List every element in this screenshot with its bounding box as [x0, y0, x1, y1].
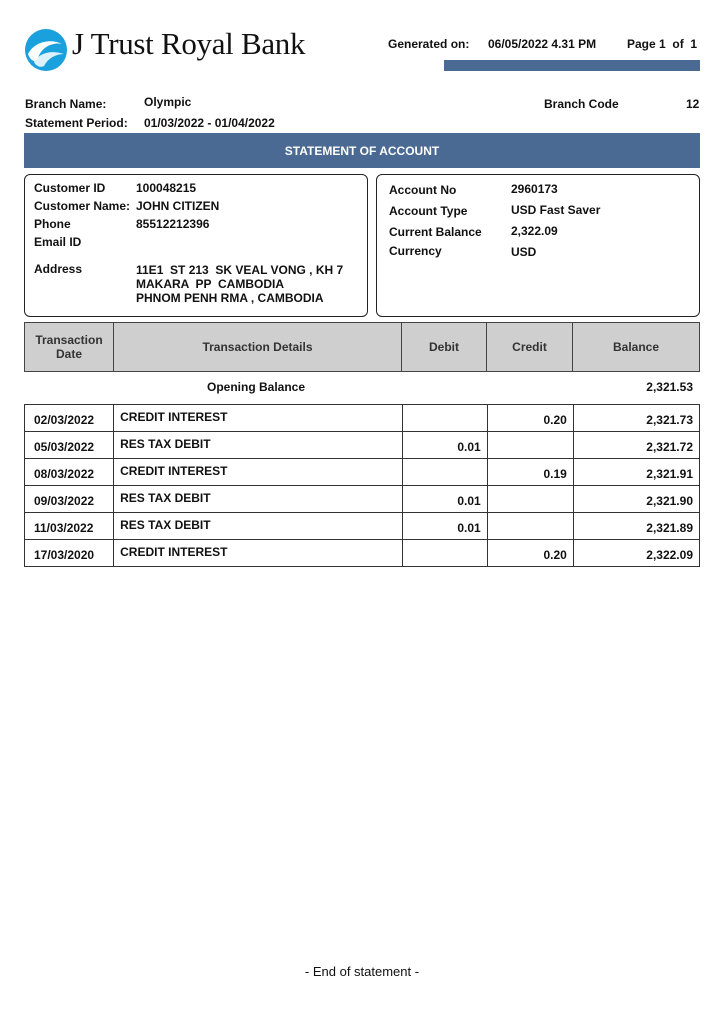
row-date: 09/03/2022: [25, 486, 114, 513]
row-details: RES TAX DEBIT: [114, 432, 402, 459]
account-no-value: 2960173: [511, 182, 558, 196]
phone-value: 85512212396: [136, 217, 210, 231]
row-date: 17/03/2020: [25, 540, 114, 567]
opening-balance-label: Opening Balance: [207, 380, 306, 394]
header-debit: Debit: [402, 323, 487, 371]
row-details: CREDIT INTEREST: [114, 540, 402, 567]
table-row: [25, 540, 700, 567]
bank-name: J Trust Royal Bank: [72, 26, 306, 61]
row-balance: 2,321.90: [573, 486, 699, 513]
header-transaction-date: Transaction Date: [25, 323, 114, 371]
customer-id-value: 100048215: [136, 181, 197, 195]
row-debit: 0.01: [402, 513, 487, 540]
address-label: Address: [34, 262, 83, 276]
account-type-label: Account Type: [389, 204, 468, 218]
row-credit: [487, 486, 573, 513]
row-details: CREDIT INTEREST: [114, 405, 402, 432]
row-debit: [402, 459, 487, 486]
row-details: CREDIT INTEREST: [114, 459, 402, 486]
account-no-label: Account No: [389, 183, 457, 197]
header-transaction-details: Transaction Details: [114, 323, 402, 371]
wave-logo-icon: [24, 28, 68, 72]
row-date: 05/03/2022: [25, 432, 114, 459]
account-type-value: USD Fast Saver: [511, 203, 601, 217]
customer-id-label: Customer ID: [34, 181, 106, 195]
header-credit: Credit: [487, 323, 573, 371]
row-credit: [487, 513, 573, 540]
row-debit: 0.01: [402, 486, 487, 513]
row-balance: 2,321.89: [573, 513, 699, 540]
current-balance-value: 2,322.09: [511, 224, 558, 238]
row-credit: 0.19: [487, 459, 573, 486]
statement-period-label: Statement Period:: [25, 116, 128, 130]
row-balance: 2,321.91: [573, 459, 699, 486]
row-date: 08/03/2022: [25, 459, 114, 486]
page-number: Page 1 of 1: [627, 37, 698, 51]
generated-label: Generated on:: [388, 37, 470, 51]
branch-code-value: 12: [686, 97, 700, 111]
currency-label: Currency: [389, 244, 442, 258]
row-details: RES TAX DEBIT: [114, 486, 402, 513]
transaction-table: [24, 404, 700, 567]
row-balance: 2,322.09: [573, 540, 699, 567]
account-info-box: [376, 174, 700, 317]
row-debit: [402, 405, 487, 432]
phone-label: Phone: [34, 217, 71, 231]
header-balance: Balance: [612, 340, 660, 354]
current-balance-label: Current Balance: [389, 225, 482, 239]
customer-name-label: Customer Name:: [34, 199, 131, 213]
table-row: [25, 513, 700, 540]
generated-value: 06/05/2022 4.31 PM: [488, 37, 597, 51]
row-credit: [487, 432, 573, 459]
transaction-table-header: [24, 322, 700, 372]
row-debit: 0.01: [402, 432, 487, 459]
customer-info-box: [24, 174, 368, 317]
branch-code-label: Branch Code: [544, 97, 619, 111]
table-row: [25, 486, 700, 513]
customer-name-value: JOHN CITIZEN: [136, 199, 220, 213]
row-details: RES TAX DEBIT: [114, 513, 402, 540]
opening-balance-value: 2,321.53: [646, 380, 693, 394]
branch-name-value: Olympic: [144, 95, 192, 109]
header-bar: [444, 60, 700, 71]
statement-banner: STATEMENT OF ACCOUNT: [24, 133, 700, 168]
statement-period-value: 01/03/2022 - 01/04/2022: [144, 116, 275, 130]
opening-balance-row: [24, 380, 700, 396]
row-balance: 2,321.73: [573, 405, 699, 432]
table-row: [25, 459, 700, 486]
end-of-statement: - End of statement -: [304, 964, 420, 979]
row-credit: 0.20: [487, 540, 573, 567]
row-date: 11/03/2022: [25, 513, 114, 540]
table-row: [25, 405, 700, 432]
row-balance: 2,321.72: [573, 432, 699, 459]
row-credit: 0.20: [487, 405, 573, 432]
row-date: 02/03/2022: [25, 405, 114, 432]
address-value: 11E1 ST 213 SK VEAL VONG , KH 7 MAKARA PP CAMBODIA PHNOM PENH RMA , CAMBODIA: [136, 263, 344, 305]
row-debit: [402, 540, 487, 567]
branch-name-label: Branch Name:: [25, 97, 107, 111]
table-row: [25, 432, 700, 459]
currency-value: USD: [511, 245, 537, 259]
email-label: Email ID: [34, 235, 82, 249]
